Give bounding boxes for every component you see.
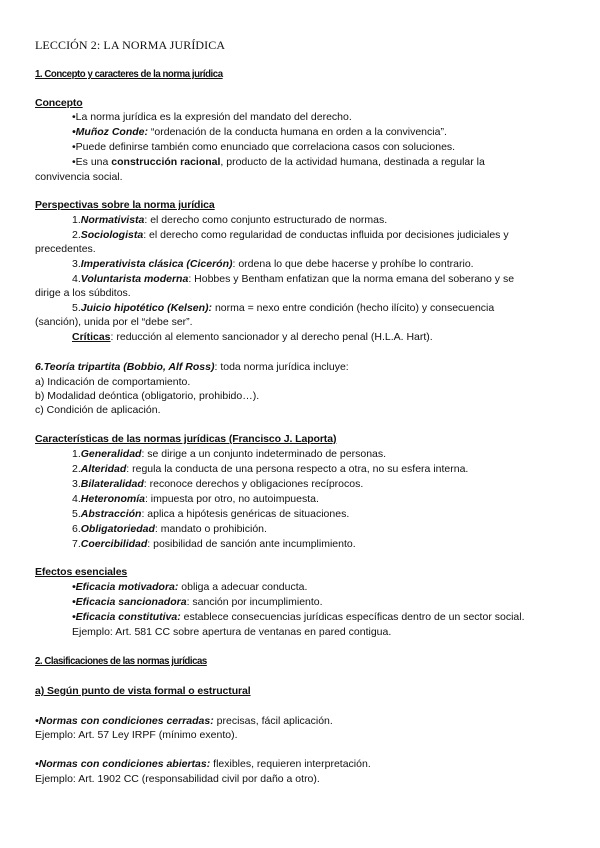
perspectiva-2-number: 2. [72,229,81,241]
concepto-line-5: convivencia social. [35,171,123,183]
caracteristica-5-text: : aplica a hipótesis genéricas de situaciones. [141,508,350,520]
concepto-line-4-c: , producto de la actividad humana, destinada a regular la [220,156,485,168]
perspectiva-3 [72,258,474,271]
caracteristica-4-number: 4. [72,493,81,505]
perspectiva-3-label: Imperativista clásica (Cicerón) [80,258,233,270]
perspectiva-2 [72,229,509,242]
normas-cerradas [35,715,333,728]
munoz-conde-label: •Muñoz Conde: [72,126,148,138]
caracteristica-7-text: : posibilidad de sanción ante incumplimiento. [147,538,356,550]
caracteristica-4-text: : impuesta por otro, no autoimpuesta. [144,493,319,505]
teoria-tripartita [35,361,349,374]
caracteristicas-heading: Características de las normas jurídicas (Francisco J. Laporta) [35,433,337,445]
perspectiva-4-label: Voluntarista moderna [80,273,189,285]
caracteristica-2-text: : regula la conducta de una persona respecto a otra, no su esfera interna. [126,463,469,475]
concepto-line-3: •Puede definirse también como enunciado que correlaciona casos con soluciones. [72,141,456,153]
caracteristica-7-label: Coercibilidad [80,538,148,550]
caracteristica-3-number: 3. [72,478,81,490]
efecto-1-text: obliga a adecuar conducta. [178,581,308,593]
perspectiva-5 [72,302,494,315]
tripartita-c: c) Condición de aplicación. [35,404,161,416]
perspectiva-4-text: : Hobbes y Bentham enfatizan que la norma emana del soberano y se [188,273,515,285]
efecto-ejemplo: Ejemplo: Art. 581 CC sobre apertura de ventanas en pared contigua. [72,626,392,638]
lesson-title: LECCIÓN 2: LA NORMA JURÍDICA [35,38,226,52]
criticas-text: : reducción al elemento sancionador y al derecho penal (H.L.A. Hart). [110,331,433,343]
efectos-heading: Efectos esenciales [35,566,128,578]
efecto-2-label: •Eficacia sancionadora [72,596,187,608]
efecto-2-text: : sanción por incumplimiento. [186,596,323,608]
perspectiva-5-number: 5. [72,302,81,314]
tripartita-a: a) Indicación de comportamiento. [35,376,191,388]
perspectiva-3-number: 3. [72,258,81,270]
perspectiva-4-number: 4. [72,273,81,285]
caracteristica-1-number: 1. [72,448,81,460]
perspectiva-2-label: Sociologista [80,229,144,241]
caracteristica-1-text: : se dirige a un conjunto indeterminado de personas. [141,448,387,460]
perspectiva-1-text: : el derecho como conjunto estructurado de normas. [144,214,388,226]
perspectiva-1-label: Normativista [80,214,145,226]
normas-abiertas-text: flexibles, requieren interpretación. [210,758,371,770]
concepto-line-4 [72,156,485,169]
caracteristica-2-number: 2. [72,463,81,475]
efecto-1-label: •Eficacia motivadora: [72,581,179,593]
caracteristica-4 [72,493,319,506]
caracteristica-5-number: 5. [72,508,81,520]
perspectiva-4-cont: dirige a los súbditos. [35,287,131,299]
caracteristica-7-number: 7. [72,538,81,550]
perspectiva-2-text: : el derecho como regularidad de conductas influida por decisiones judiciales y [143,229,509,241]
perspectiva-1-number: 1. [72,214,81,226]
perspectiva-5-cont: (sanción), unida por el “debe ser”. [35,316,193,328]
efecto-2 [72,596,323,609]
normas-cerradas-label: •Normas con condiciones cerradas: [35,715,214,727]
normas-abiertas-label: •Normas con condiciones abiertas: [35,758,211,770]
clasificacion-a-heading: a) Según punto de vista formal o estructural [35,685,251,697]
concepto-line-1: •La norma jurídica es la expresión del mandato del derecho. [72,111,352,123]
criticas-label: Críticas [72,331,111,343]
normas-abiertas [35,758,371,771]
caracteristica-4-label: Heteronomía [80,493,145,505]
caracteristica-5 [72,508,349,521]
caracteristica-6-label: Obligatoriedad [80,523,155,535]
perspectiva-3-text: : ordena lo que debe hacerse y prohíbe lo contrario. [232,258,474,270]
concepto-line-2 [72,126,447,139]
teoria-tripartita-label: 6.Teoría tripartita (Bobbio, Alf Ross) [35,361,215,373]
efecto-3 [72,611,525,624]
caracteristica-6-text: : mandato o prohibición. [154,523,267,535]
efecto-3-text: establece consecuencias jurídicas específicas dentro de un sector social. [180,611,525,623]
caracteristica-6 [72,523,267,536]
caracteristica-1 [72,448,386,461]
caracteristica-2-label: Alteridad [80,463,127,475]
normas-cerradas-ejemplo: Ejemplo: Art. 57 Ley IRPF (mínimo exento). [35,729,238,741]
criticas-line [72,331,433,344]
teoria-tripartita-text: : toda norma jurídica incluye: [214,361,349,373]
concepto-heading: Concepto [35,97,83,109]
caracteristica-6-number: 6. [72,523,81,535]
caracteristica-7 [72,538,356,551]
perspectiva-2-cont: precedentes. [35,243,96,255]
perspectiva-4 [72,273,514,286]
tripartita-b: b) Modalidad deóntica (obligatorio, prohibido…). [35,390,260,402]
caracteristica-1-label: Generalidad [80,448,142,460]
caracteristica-5-label: Abstracción [80,508,142,520]
caracteristica-2 [72,463,468,476]
caracteristica-3 [72,478,363,491]
concepto-line-4-a: •Es una [72,156,112,168]
efecto-3-label: •Eficacia constitutiva: [72,611,181,623]
construccion-racional: construcción racional [111,156,221,168]
section-1-heading: 1. Concepto y caracteres de la norma jurídica [35,68,223,80]
section-2-heading: 2. Clasificaciones de las normas jurídicas [35,655,207,667]
perspectiva-1 [72,214,387,227]
munoz-conde-text: “ordenación de la conducta humana en orden a la convivencia”. [148,126,447,138]
perspectiva-5-label: Juicio hipotético (Kelsen): [80,302,213,314]
normas-cerradas-text: precisas, fácil aplicación. [213,715,333,727]
caracteristica-3-label: Bilateralidad [80,478,144,490]
efecto-1 [72,581,307,594]
perspectivas-heading: Perspectivas sobre la norma jurídica [35,199,215,211]
caracteristica-3-text: : reconoce derechos y obligaciones recíprocos. [143,478,364,490]
perspectiva-5-text: norma = nexo entre condición (hecho ilícito) y consecuencia [212,302,495,314]
normas-abiertas-ejemplo: Ejemplo: Art. 1902 CC (responsabilidad civil por daño a otro). [35,773,320,785]
